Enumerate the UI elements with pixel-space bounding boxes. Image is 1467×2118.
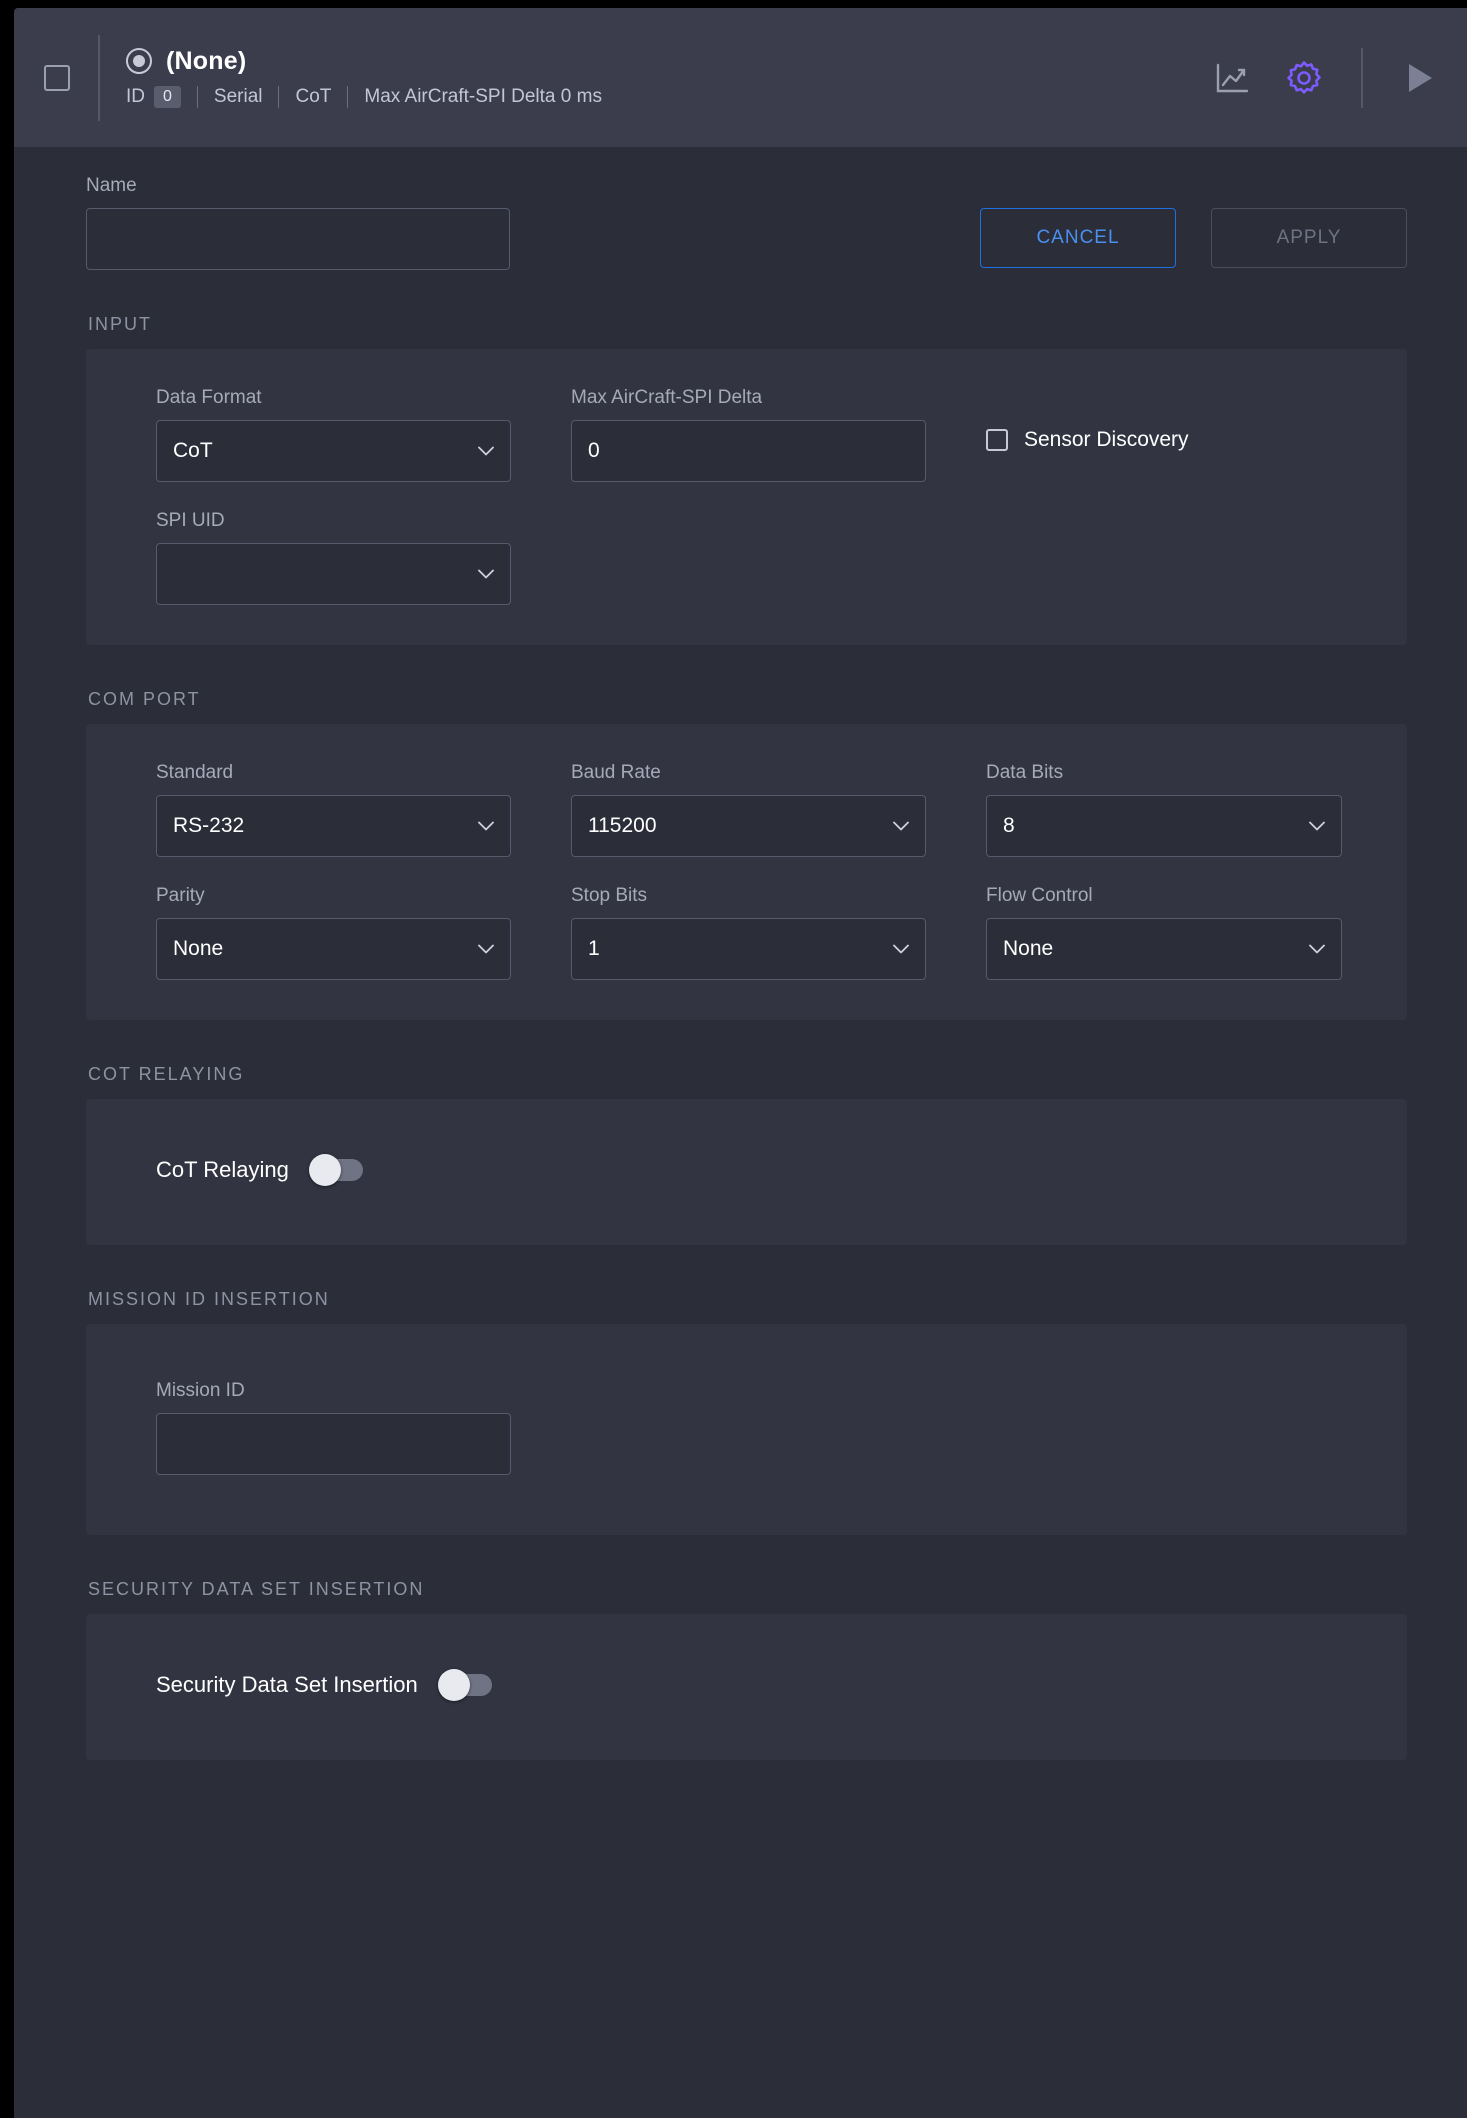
data-format-value: CoT bbox=[173, 439, 213, 462]
standard-group bbox=[156, 762, 571, 857]
cot-relaying-section-title: COT RELAYING bbox=[88, 1064, 245, 1084]
input-section-title: INPUT bbox=[88, 314, 152, 334]
header-actions bbox=[1211, 48, 1441, 108]
spi-uid-group bbox=[156, 510, 571, 605]
record-icon bbox=[126, 48, 152, 74]
chevron-down-icon bbox=[478, 821, 494, 831]
name-row bbox=[86, 175, 1407, 270]
sensor-discovery-row[interactable] bbox=[986, 428, 1337, 452]
spi-uid-select[interactable] bbox=[156, 543, 511, 605]
cot-relaying-label: CoT Relaying bbox=[156, 1157, 289, 1182]
chevron-down-icon bbox=[478, 446, 494, 456]
com-port-section-title: COM PORT bbox=[88, 689, 201, 709]
baud-rate-group bbox=[571, 762, 986, 857]
mission-id-panel bbox=[86, 1324, 1407, 1535]
mission-id-section-title: MISSION ID INSERTION bbox=[88, 1289, 330, 1309]
com-port-grid bbox=[156, 762, 1337, 980]
chevron-down-icon bbox=[893, 821, 909, 831]
data-bits-group bbox=[986, 762, 1342, 857]
baud-rate-label: Baud Rate bbox=[571, 762, 661, 783]
panel-header bbox=[14, 8, 1467, 147]
parity-value: None bbox=[173, 937, 224, 960]
apply-button[interactable]: APPLY bbox=[1211, 208, 1407, 268]
data-bits-value: 8 bbox=[1003, 814, 1015, 837]
standard-label: Standard bbox=[156, 762, 234, 783]
spacer bbox=[571, 510, 986, 605]
cot-relaying-row bbox=[156, 1157, 1337, 1183]
form-actions bbox=[980, 208, 1407, 270]
mission-id-group bbox=[156, 1380, 1337, 1475]
header-meta bbox=[126, 86, 1211, 108]
device-id bbox=[126, 86, 197, 108]
cancel-button[interactable]: CANCEL bbox=[980, 208, 1176, 268]
chevron-down-icon bbox=[893, 944, 909, 954]
device-delta: Max AirCraft-SPI Delta 0 ms bbox=[364, 85, 602, 107]
flow-control-value: None bbox=[1003, 937, 1054, 960]
device-protocol: CoT bbox=[295, 85, 332, 107]
data-bits-select[interactable] bbox=[986, 795, 1342, 857]
cot-relaying-panel bbox=[86, 1099, 1407, 1245]
select-device-checkbox[interactable] bbox=[44, 65, 70, 91]
data-format-label: Data Format bbox=[156, 387, 262, 408]
name-field-group bbox=[86, 175, 510, 270]
security-panel bbox=[86, 1614, 1407, 1760]
parity-label: Parity bbox=[156, 885, 205, 906]
stop-bits-select[interactable] bbox=[571, 918, 926, 980]
max-delta-label: Max AirCraft-SPI Delta bbox=[571, 387, 763, 408]
standard-select[interactable] bbox=[156, 795, 511, 857]
com-port-panel bbox=[86, 724, 1407, 1020]
toggle-knob bbox=[309, 1154, 341, 1186]
header-divider bbox=[98, 35, 100, 121]
input-grid bbox=[156, 387, 1337, 605]
header-action-separator bbox=[1361, 48, 1363, 108]
data-bits-label: Data Bits bbox=[986, 762, 1064, 783]
flow-control-label: Flow Control bbox=[986, 885, 1093, 906]
max-delta-group bbox=[571, 387, 986, 482]
chevron-down-icon bbox=[478, 944, 494, 954]
sensor-discovery-checkbox[interactable] bbox=[986, 429, 1008, 451]
standard-value: RS-232 bbox=[173, 814, 245, 837]
data-format-group bbox=[156, 387, 571, 482]
panel-body bbox=[14, 147, 1467, 1760]
device-id-badge: 0 bbox=[154, 86, 181, 108]
chevron-down-icon bbox=[478, 569, 494, 579]
security-toggle-label: Security Data Set Insertion bbox=[156, 1672, 418, 1697]
flow-control-select[interactable] bbox=[986, 918, 1342, 980]
header-info bbox=[126, 47, 1211, 108]
play-icon[interactable] bbox=[1399, 57, 1441, 99]
chevron-down-icon bbox=[1309, 821, 1325, 831]
stop-bits-label: Stop Bits bbox=[571, 885, 648, 906]
name-label: Name bbox=[86, 175, 137, 196]
spi-uid-label: SPI UID bbox=[156, 510, 225, 531]
parity-group bbox=[156, 885, 571, 980]
mission-id-input[interactable] bbox=[156, 1413, 511, 1475]
chevron-down-icon bbox=[1309, 944, 1325, 954]
page-title: (None) bbox=[166, 46, 247, 75]
max-delta-input[interactable] bbox=[571, 420, 926, 482]
sensor-discovery-label: Sensor Discovery bbox=[1024, 428, 1189, 451]
baud-rate-select[interactable] bbox=[571, 795, 926, 857]
chart-line-icon[interactable] bbox=[1211, 57, 1253, 99]
data-format-select[interactable] bbox=[156, 420, 511, 482]
stop-bits-value: 1 bbox=[588, 937, 600, 960]
mission-id-label: Mission ID bbox=[156, 1380, 245, 1401]
input-section-panel bbox=[86, 349, 1407, 645]
spacer bbox=[986, 510, 1337, 605]
baud-rate-value: 115200 bbox=[588, 814, 657, 837]
stop-bits-group bbox=[571, 885, 986, 980]
security-section-title: SECURITY DATA SET INSERTION bbox=[88, 1579, 425, 1599]
flow-control-group bbox=[986, 885, 1342, 980]
cot-relaying-toggle[interactable] bbox=[311, 1159, 363, 1181]
security-toggle[interactable] bbox=[440, 1674, 492, 1696]
security-toggle-row bbox=[156, 1672, 1337, 1698]
device-config-panel bbox=[14, 8, 1467, 2118]
name-input[interactable] bbox=[86, 208, 510, 270]
device-connection-type: Serial bbox=[213, 85, 263, 107]
device-id-label: ID bbox=[126, 86, 145, 107]
gear-icon[interactable] bbox=[1283, 57, 1325, 99]
parity-select[interactable] bbox=[156, 918, 511, 980]
sensor-discovery-group bbox=[986, 387, 1337, 482]
toggle-knob bbox=[438, 1669, 470, 1701]
